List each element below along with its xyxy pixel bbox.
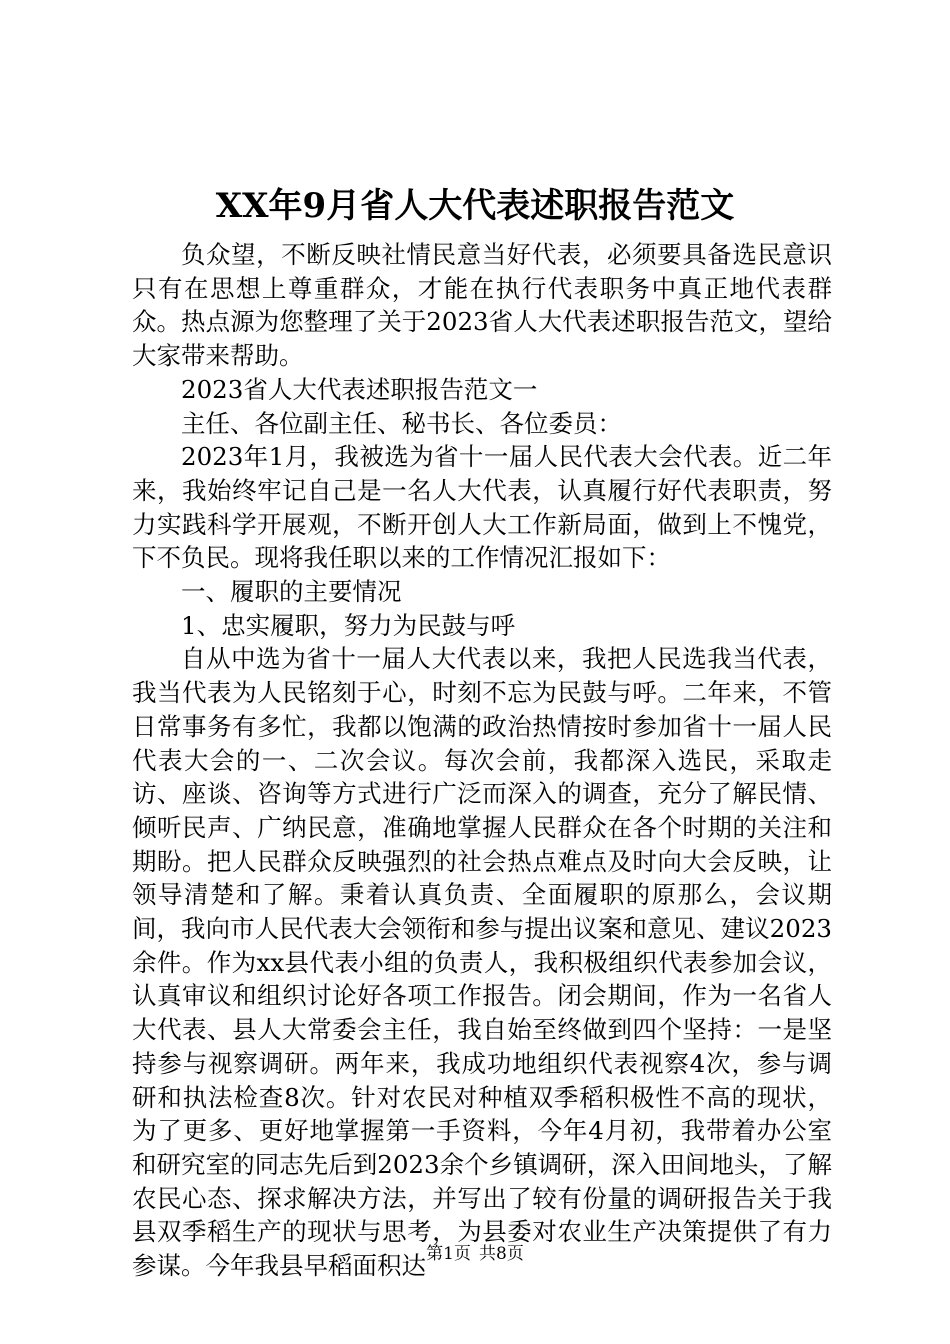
paragraph-subtitle: 2023省人大代表述职报告范文一 — [181, 374, 538, 404]
page-footer — [0, 1242, 950, 1266]
subsection-heading: 1、忠实履职，努力为民鼓与呼 — [181, 610, 516, 640]
page-total: 共8页 — [479, 1244, 524, 1264]
paragraph-opening: 2023年1月，我被选为省十一届人民代表大会代表。近二年来，我始终牢记自己是一名人大代表，认真履行好代表职责，努力实践科学开展观，不断开创人大工作新局面，做到上不愧党，下不负民。现将我任职以来的工作情况汇报如下： — [132, 442, 832, 573]
paragraph-salutation: 主任、各位副主任、秘书长、各位委员： — [181, 408, 622, 438]
page-number: 第1页 — [426, 1244, 471, 1264]
paragraph-main: 自从中选为省十一届人大代表以来，我把人民选我当代表，我当代表为人民铭刻于心，时刻不忘为民鼓与呼。二年来，不管日常事务有多忙，我都以饱满的政治热情按时参加省十一届人民代表大会的一、二次会议。每次会前，我都深入选民，采取走访、座谈、咨询等方式进行广泛而深入的调查，充分了解民情、倾听民声、广纳民意，准确地掌握人民群众在各个时期的关注和期盼。把人民群众反映强烈的社会热点难点及时向大会反映，让领导清楚和了解。秉着认真负责、全面履职的原那么，会议期间，我向市人民代表大会领衔和参与提出议案和意见、建议2023余件。作为xx县代表小组的负责人，我积极组织代表参加会议，认真审议和组织讨论好各项工作报告。闭会期间，作为一名省人大代表、县人大常委会主任，我自始至终做到四个坚持：一是坚持参与视察调研。两年来，我成功地组织代表视察4次，参与调研和执法检查8次。针对农民对种植双季稻积极性不高的现状，为了更多、更好地掌握第一手资料，今年4月初，我带着办公室和研究室的同志先后到2023余个乡镇调研，深入田间地头，了解农民心态、探求解决方法，并写出了较有份量的调研报告关于我县双季稻生产的现状与思考，为县委对农业生产决策提供了有力参谋。今年我县早稻面积达 — [132, 644, 832, 1281]
document-title: XX年9月省人大代表述职报告范文 — [215, 186, 735, 226]
document-body — [132, 238, 832, 1283]
section-heading: 一、履职的主要情况 — [181, 577, 402, 607]
paragraph-intro: 负众望，不断反映社情民意当好代表，必须要具备选民意识只有在思想上尊重群众，才能在执行代表职务中真正地代表群众。热点源为您整理了关于2023省人大代表述职报告范文，望给大家带来帮助。 — [132, 240, 832, 371]
